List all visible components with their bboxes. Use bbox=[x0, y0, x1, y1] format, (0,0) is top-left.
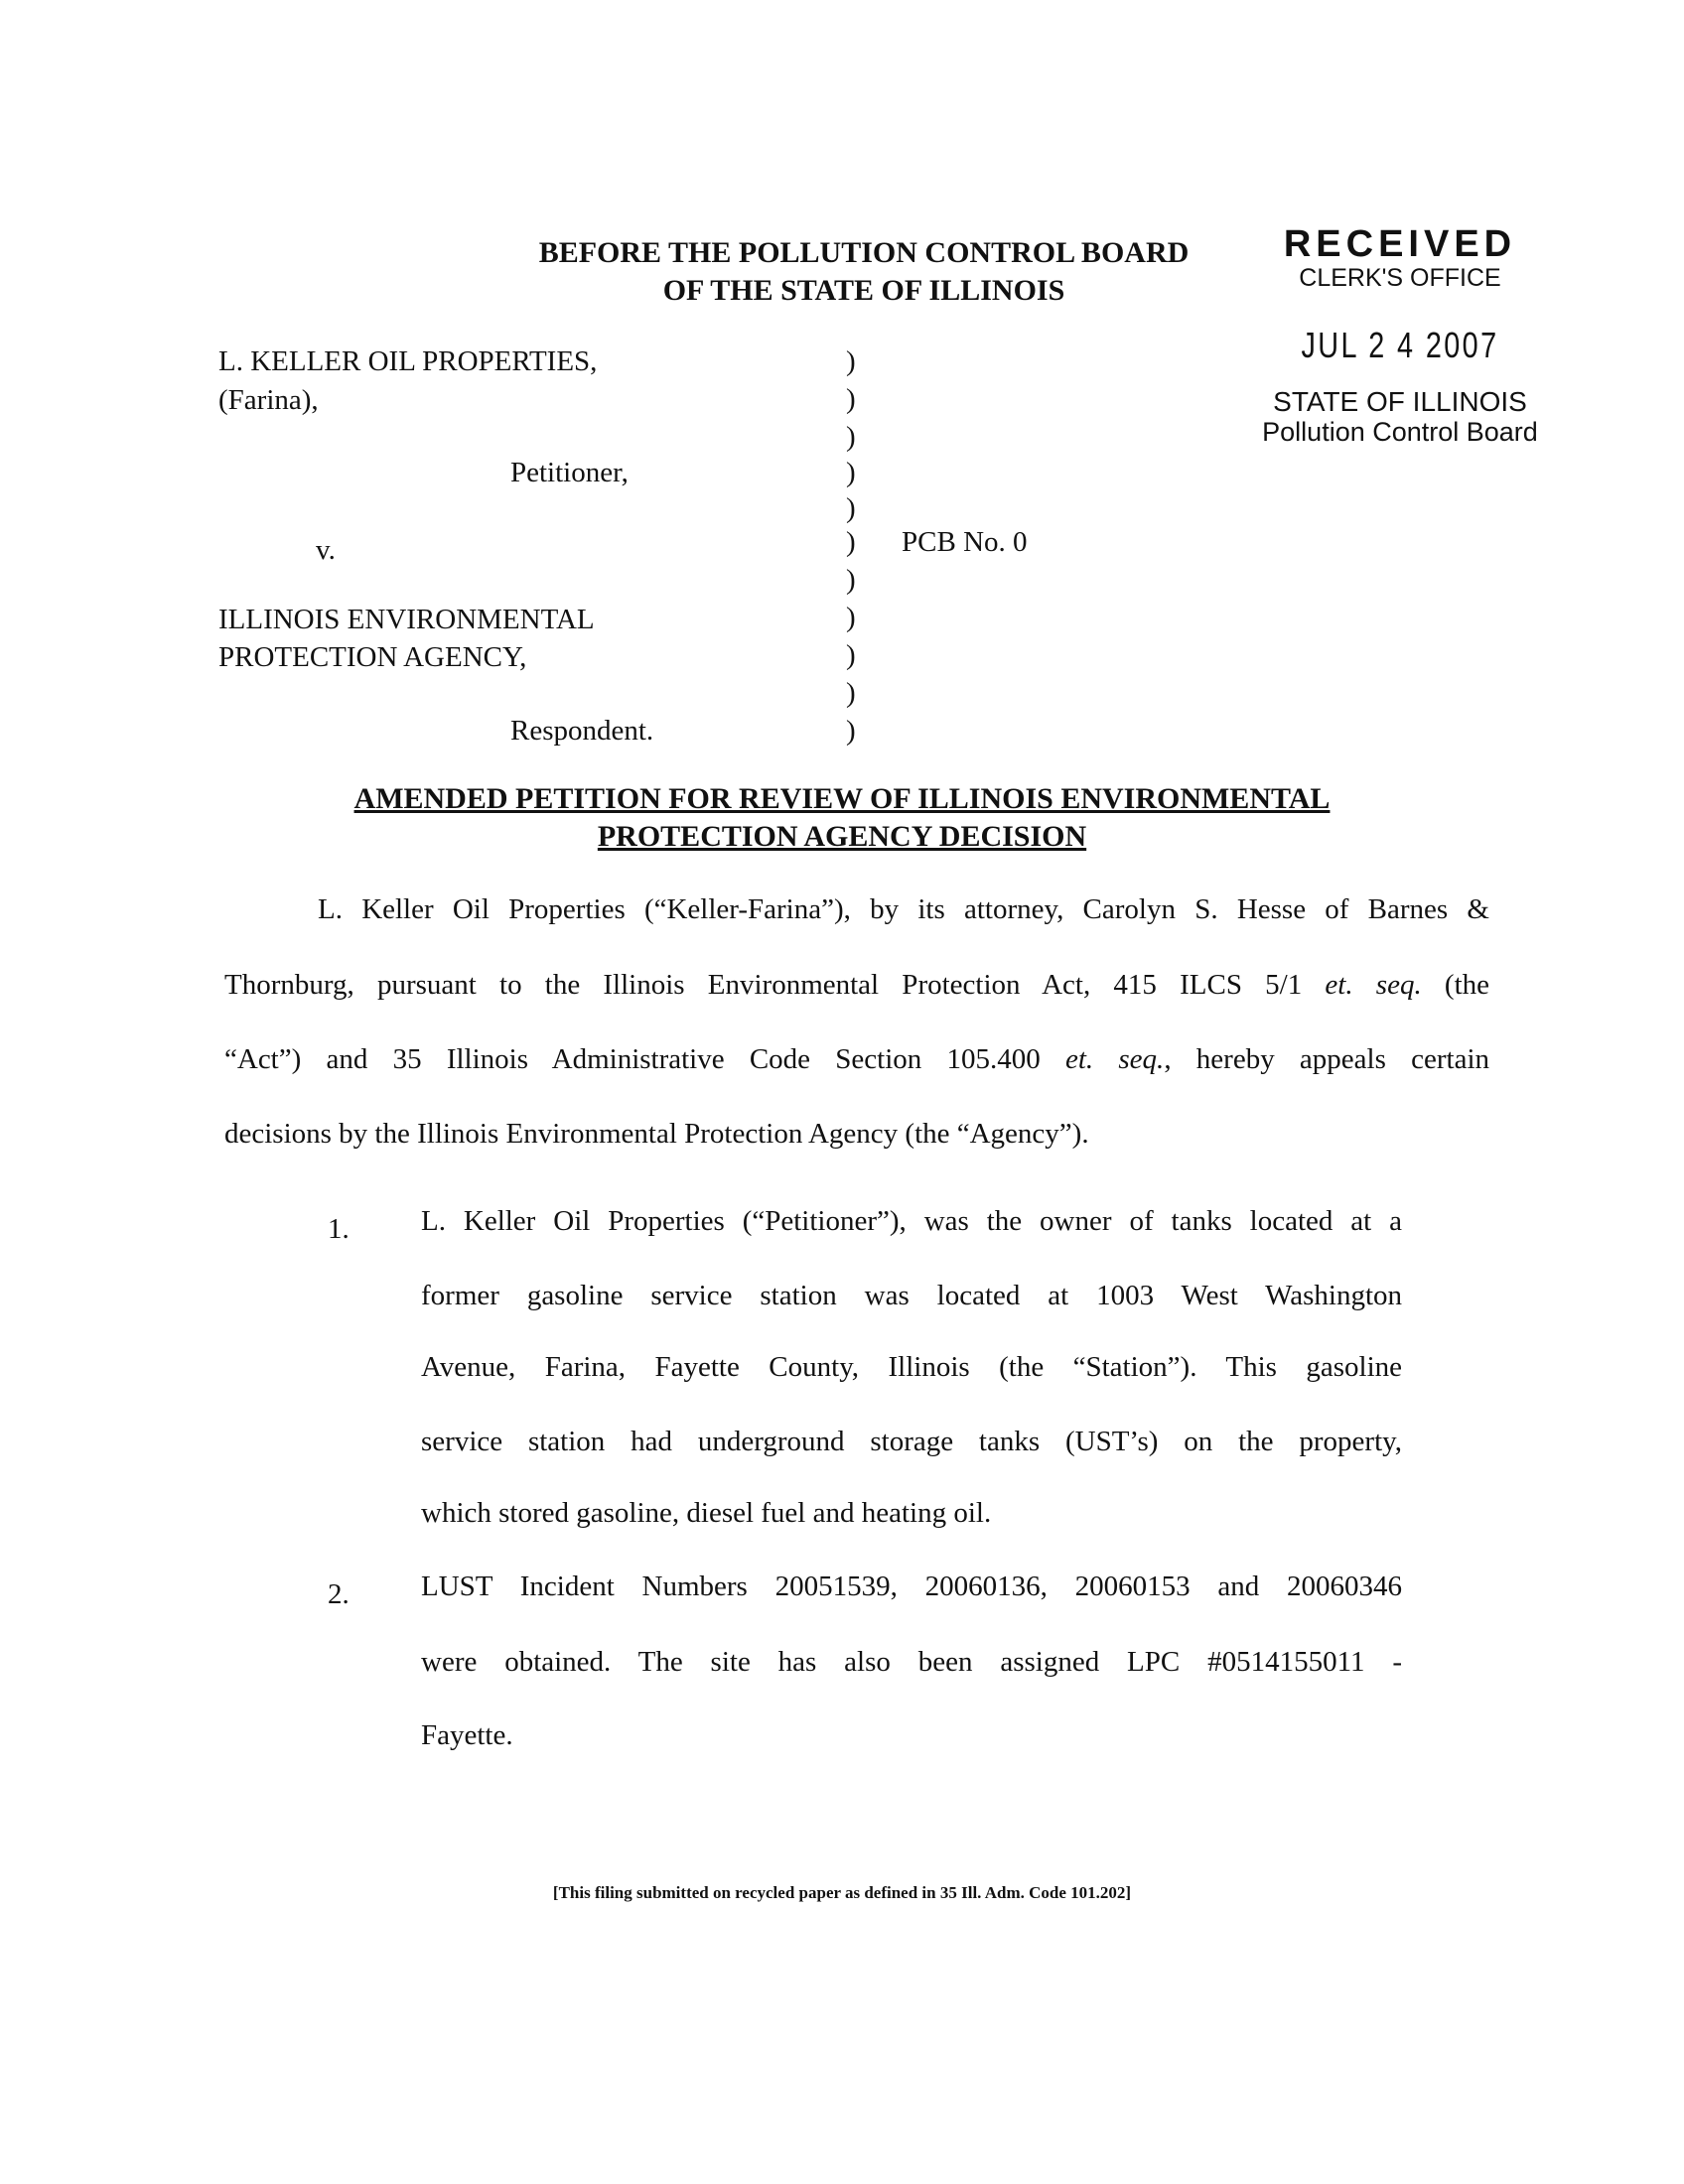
item-1-line: which stored gasoline, diesel fuel and heating oil. bbox=[421, 1497, 992, 1529]
caption-paren: ) bbox=[846, 602, 856, 633]
item-2-line: Fayette. bbox=[421, 1719, 513, 1751]
respondent-name-line-2: PROTECTION AGENCY, bbox=[218, 641, 527, 673]
petitioner-name-line-1: L. KELLER OIL PROPERTIES, bbox=[218, 345, 598, 377]
caption-paren: ) bbox=[846, 457, 856, 488]
item-2-line: LUST Incident Numbers 20051539, 20060136, 20060153 and 20060346 bbox=[421, 1570, 1402, 1602]
stamp-state: STATE OF ILLINOIS bbox=[1273, 386, 1527, 417]
item-number: 2. bbox=[328, 1578, 350, 1610]
board-title-line-2: OF THE STATE OF ILLINOIS bbox=[662, 274, 1065, 307]
intro-line-2-latin: et. seq. bbox=[1325, 969, 1422, 1001]
recycled-paper-footer: [This filing submitted on recycled paper as defined in 35 Ill. Adm. Code 101.202] bbox=[552, 1883, 1132, 1902]
petitioner-label: Petitioner, bbox=[510, 457, 629, 488]
item-1-line: former gasoline service station was located at 1003 West Washington bbox=[421, 1280, 1402, 1311]
caption-paren: ) bbox=[846, 345, 856, 377]
intro-line-2-end: (the bbox=[1421, 969, 1490, 1001]
caption-paren: ) bbox=[846, 677, 856, 709]
intro-line-1: L. Keller Oil Properties (“Keller-Farina”), by its attorney, Carolyn S. Hesse of Barnes & bbox=[318, 893, 1489, 925]
caption-paren: ) bbox=[846, 715, 856, 747]
item-1-line: Avenue, Farina, Fayette County, Illinois (the “Station”). This gasoline bbox=[421, 1351, 1402, 1383]
item-2-line: were obtained. The site has also been assigned LPC #0514155011 - bbox=[421, 1646, 1402, 1678]
respondent-label: Respondent. bbox=[510, 715, 654, 747]
petition-heading-line-2: PROTECTION AGENCY DECISION bbox=[597, 820, 1087, 853]
petition-heading-line-1: AMENDED PETITION FOR REVIEW OF ILLINOIS ENVIRONMENTAL bbox=[353, 782, 1331, 815]
caption-paren: ) bbox=[846, 526, 856, 558]
stamp-clerk-office: CLERK'S OFFICE bbox=[1299, 264, 1501, 292]
petitioner-name-line-2: (Farina), bbox=[218, 384, 319, 416]
stamp-date: JUL 2 4 2007 bbox=[1301, 325, 1499, 365]
item-1-line: service station had underground storage tanks (UST’s) on the property, bbox=[421, 1426, 1402, 1457]
caption-paren: ) bbox=[846, 639, 856, 671]
caption-paren: ) bbox=[846, 564, 856, 596]
respondent-name-line-1: ILLINOIS ENVIRONMENTAL bbox=[218, 604, 595, 635]
received-stamp bbox=[1231, 224, 1569, 447]
intro-line-3-end: , hereby appeals certain bbox=[1164, 1043, 1489, 1075]
board-title-line-1: BEFORE THE POLLUTION CONTROL BOARD bbox=[538, 236, 1190, 269]
item-1-line: L. Keller Oil Properties (“Petitioner”), was the owner of tanks located at a bbox=[421, 1205, 1402, 1237]
caption-paren: ) bbox=[846, 383, 856, 415]
pcb-number: PCB No. 0 bbox=[902, 526, 1028, 558]
intro-line-3-latin: et. seq. bbox=[1064, 1043, 1165, 1075]
intro-line-3 bbox=[224, 1039, 1489, 1079]
stamp-board: Pollution Control Board bbox=[1262, 417, 1538, 447]
intro-line-3-text: “Act”) and 35 Illinois Administrative Code Section 105.400 bbox=[224, 1043, 1065, 1075]
intro-line-2-text: Thornburg, pursuant to the Illinois Environmental Protection Act, 415 ILCS 5/1 bbox=[224, 969, 1326, 1001]
intro-line-4: decisions by the Illinois Environmental Protection Agency (the “Agency”). bbox=[224, 1118, 1089, 1150]
stamp-received: RECEIVED bbox=[1283, 223, 1517, 265]
caption-paren: ) bbox=[846, 492, 856, 524]
caption-paren: ) bbox=[846, 421, 856, 453]
intro-line-2 bbox=[224, 965, 1489, 1005]
versus-label: v. bbox=[316, 534, 336, 566]
item-number: 1. bbox=[328, 1213, 350, 1245]
